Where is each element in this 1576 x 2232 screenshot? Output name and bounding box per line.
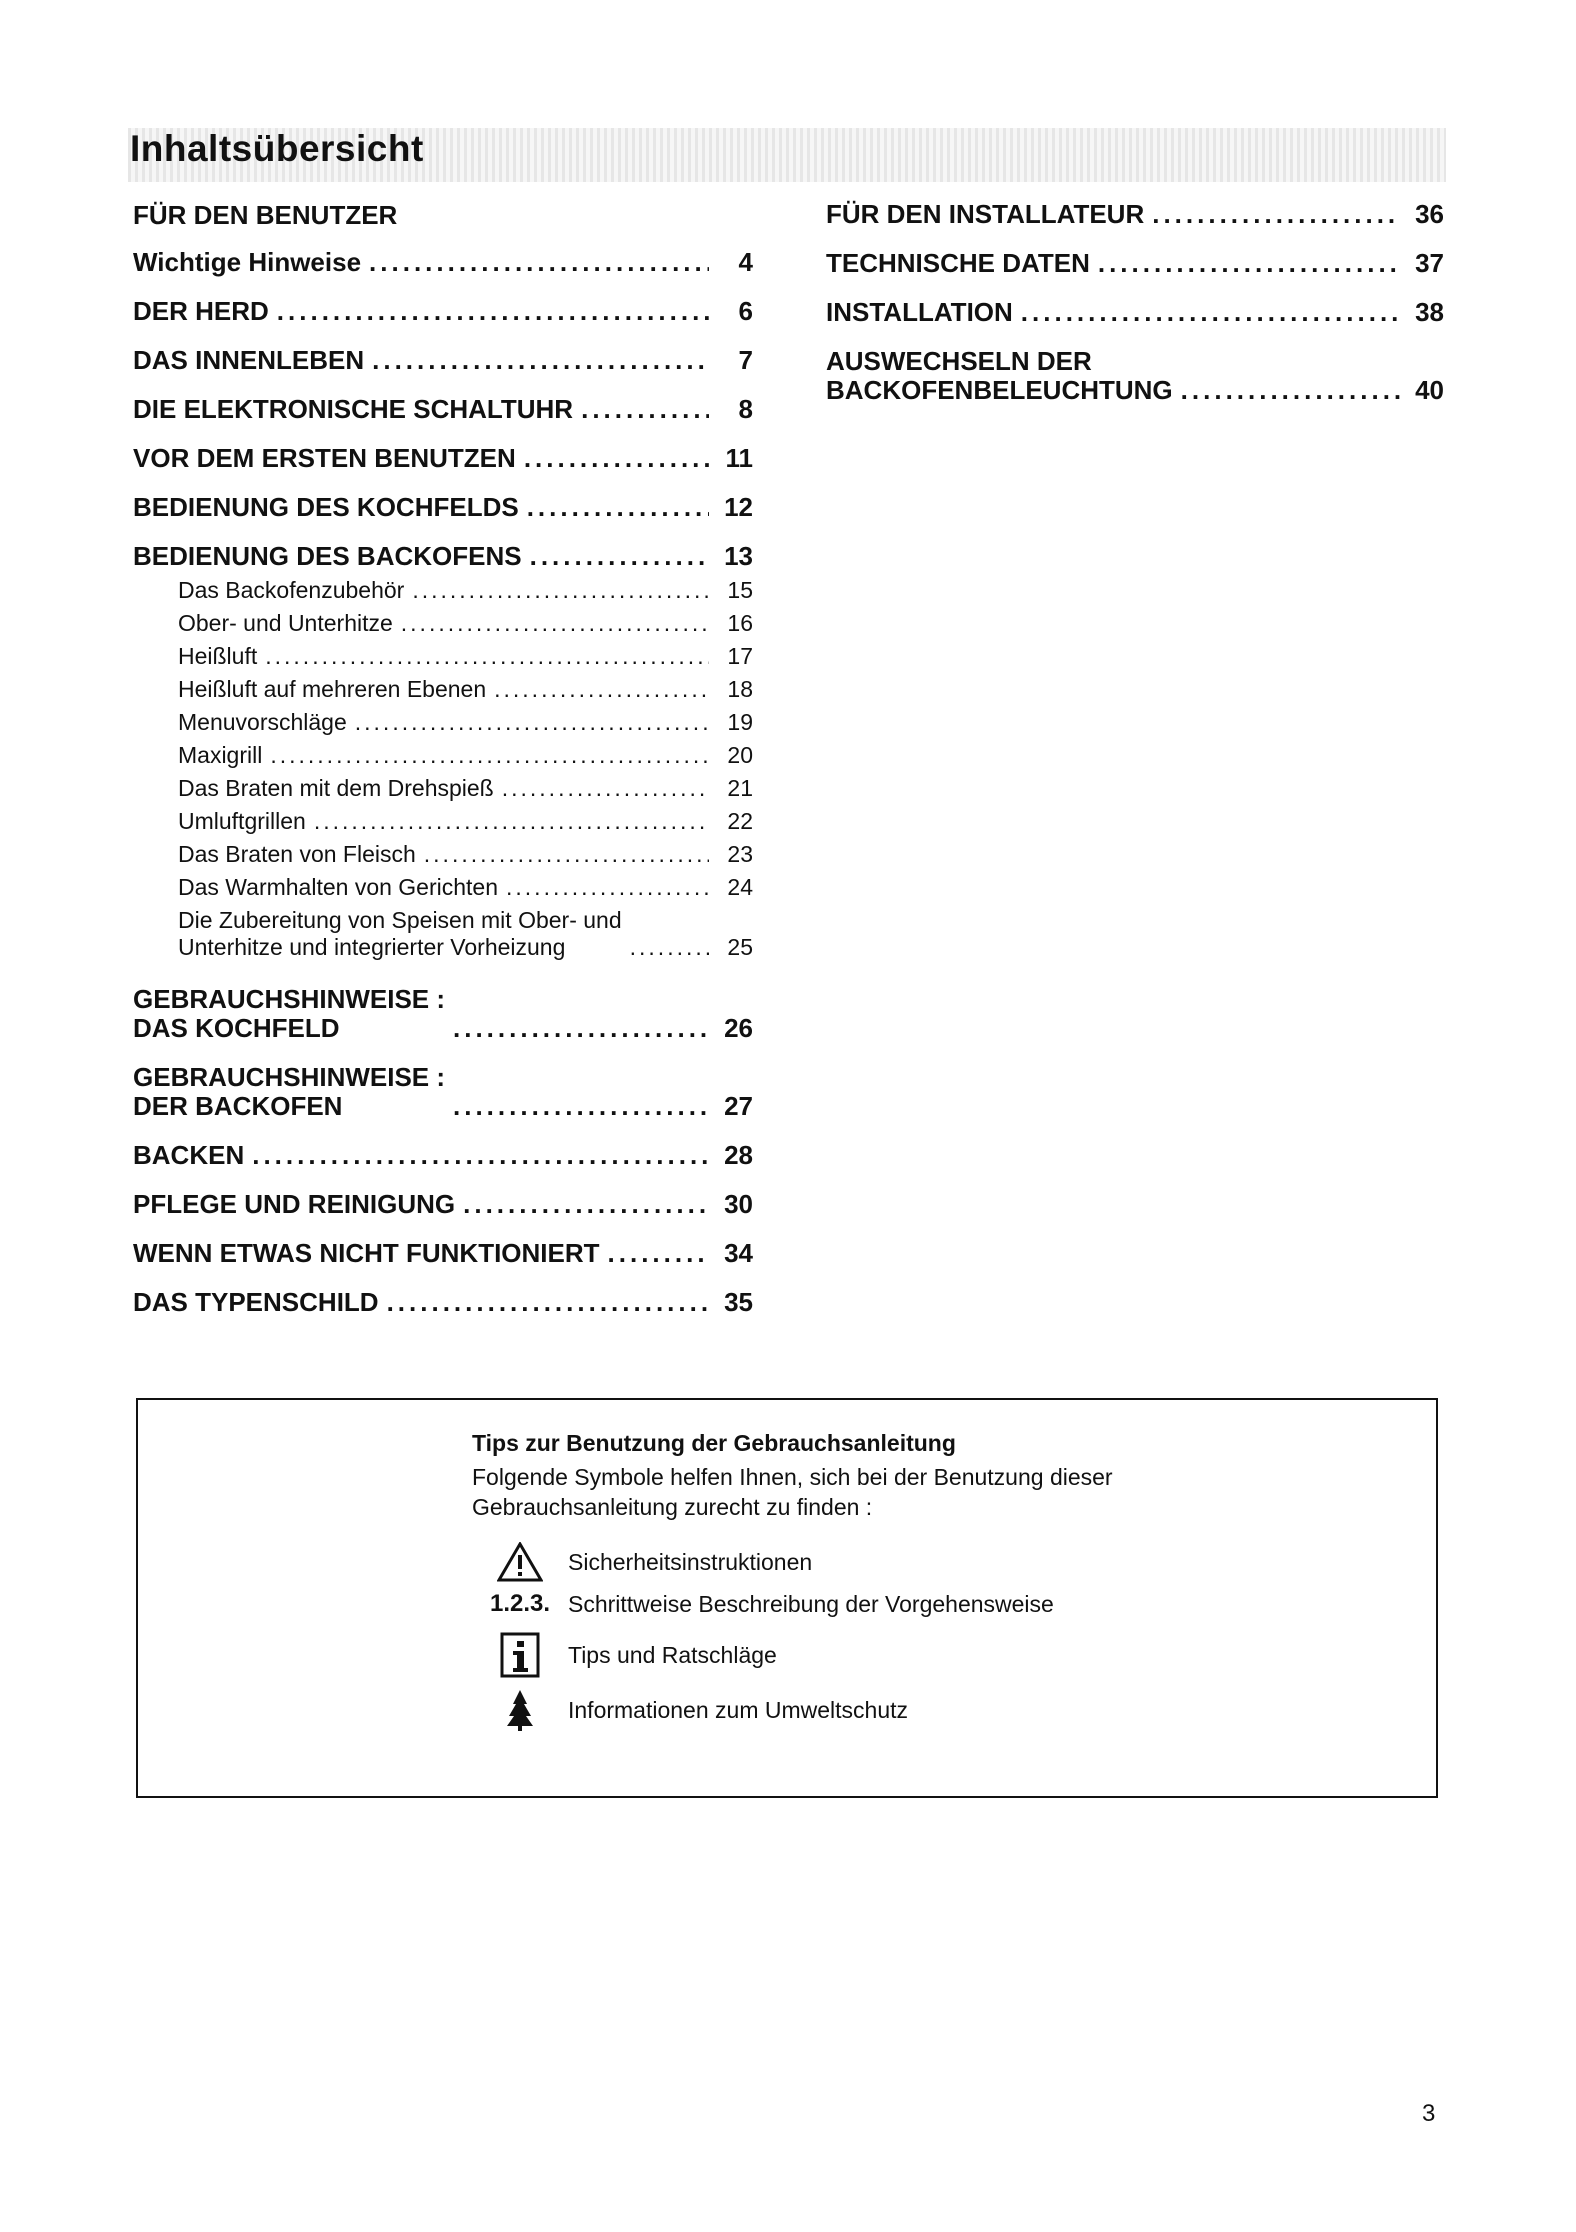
legend-row-safety bbox=[472, 1542, 812, 1582]
page-number: 3 bbox=[1422, 2100, 1436, 2127]
toc-entry[interactable] bbox=[826, 249, 1444, 278]
toc-subentry[interactable] bbox=[133, 610, 753, 637]
toc-entry[interactable] bbox=[133, 985, 753, 1043]
leader-dots bbox=[265, 643, 709, 670]
toc-subentry-label: Das Braten von Fleisch bbox=[178, 841, 416, 867]
toc-subentry[interactable] bbox=[133, 775, 753, 802]
legend-label: Sicherheitsinstruktionen bbox=[568, 1548, 813, 1575]
leader-dots bbox=[1152, 200, 1400, 229]
toc-entry-label: DAS INNENLEBEN bbox=[133, 345, 365, 375]
toc-subentry[interactable] bbox=[133, 709, 753, 736]
toc-entry-page: 7 bbox=[738, 345, 753, 375]
toc-entry-label: DER HERD bbox=[133, 296, 269, 326]
toc-entry[interactable] bbox=[133, 1190, 753, 1219]
toc-entry-page: 4 bbox=[738, 247, 753, 277]
leader-dots bbox=[355, 709, 709, 736]
leader-dots bbox=[1021, 298, 1400, 327]
toc-subentry-label: Ober- und Unterhitze bbox=[178, 610, 393, 636]
leader-dots bbox=[524, 444, 709, 473]
leader-dots bbox=[314, 808, 709, 835]
toc-subentry-page: 19 bbox=[727, 709, 753, 735]
toc-subentry-page: 16 bbox=[727, 610, 753, 636]
toc-installer-column bbox=[826, 200, 1444, 425]
toc-subentry[interactable] bbox=[133, 907, 753, 961]
leader-dots bbox=[630, 934, 709, 961]
toc-subentry[interactable] bbox=[133, 676, 753, 703]
info-box-icon bbox=[472, 1632, 568, 1678]
leader-dots bbox=[502, 775, 709, 802]
leader-dots bbox=[506, 874, 709, 901]
toc-subentry[interactable] bbox=[133, 874, 753, 901]
toc-entry-page: 27 bbox=[724, 1091, 753, 1121]
toc-entry[interactable] bbox=[826, 200, 1444, 229]
legend-label: Tips und Ratschläge bbox=[568, 1641, 777, 1668]
toc-entry-label: VOR DEM ERSTEN BENUTZEN bbox=[133, 443, 516, 473]
toc-entry[interactable] bbox=[133, 1239, 753, 1268]
toc-entry-label: INSTALLATION bbox=[826, 297, 1013, 327]
leader-dots bbox=[453, 1092, 709, 1121]
toc-entry[interactable] bbox=[133, 542, 753, 571]
leader-dots bbox=[608, 1239, 709, 1268]
leader-dots bbox=[494, 676, 709, 703]
toc-subentry-page: 24 bbox=[727, 874, 753, 900]
toc-entry[interactable] bbox=[133, 297, 753, 326]
toc-entry[interactable] bbox=[826, 298, 1444, 327]
toc-subentry[interactable] bbox=[133, 742, 753, 769]
leader-dots bbox=[530, 542, 709, 571]
toc-entry-label: BACKEN bbox=[133, 1140, 245, 1170]
toc-subentry-page: 18 bbox=[727, 676, 753, 702]
toc-entry-label: BEDIENUNG DES KOCHFELDS bbox=[133, 492, 519, 522]
leader-dots bbox=[1181, 376, 1400, 405]
leader-dots bbox=[463, 1190, 709, 1219]
leader-dots bbox=[270, 742, 709, 769]
toc-entry[interactable] bbox=[133, 248, 753, 277]
toc-subentry-page: 20 bbox=[727, 742, 753, 768]
toc-subentry-page: 23 bbox=[727, 841, 753, 867]
toc-subentry-label: Menuvorschläge bbox=[178, 709, 347, 735]
toc-entry-page: 28 bbox=[724, 1140, 753, 1170]
toc-entry[interactable] bbox=[133, 1141, 753, 1170]
toc-subentry-label: Umluftgrillen bbox=[178, 808, 306, 834]
leader-dots bbox=[527, 493, 709, 522]
toc-entry-page: 12 bbox=[724, 492, 753, 522]
toc-entry-label: Wichtige Hinweise bbox=[133, 247, 362, 277]
toc-entry-label: GEBRAUCHSHINWEISE : DAS KOCHFELD bbox=[133, 984, 446, 1043]
toc-subentry-page: 22 bbox=[727, 808, 753, 834]
toc-entry[interactable] bbox=[133, 1063, 753, 1121]
leader-dots bbox=[453, 1014, 709, 1043]
toc-entry-label: PFLEGE UND REINIGUNG bbox=[133, 1189, 456, 1219]
toc-entry-label: DIE ELEKTRONISCHE SCHALTUHR bbox=[133, 394, 574, 424]
toc-entry[interactable] bbox=[133, 444, 753, 473]
leader-dots bbox=[581, 395, 709, 424]
toc-subentry-label: Die Zubereitung von Speisen mit Ober- und Unterhitze und integrierter Vorheizung bbox=[178, 907, 622, 960]
toc-entry-page: 40 bbox=[1415, 375, 1444, 405]
tips-text: Folgende Symbole helfen Ihnen, sich bei der Benutzung dieser Gebrauchsanleitung zurecht zu finden : bbox=[472, 1464, 1113, 1520]
toc-subentry-label: Maxigrill bbox=[178, 742, 263, 768]
page-title: Inhaltsübersicht bbox=[130, 128, 424, 169]
toc-entry-label: GEBRAUCHSHINWEISE : DER BACKOFEN bbox=[133, 1062, 446, 1121]
toc-entry-page: 11 bbox=[725, 443, 753, 473]
legend-row-steps bbox=[472, 1590, 1054, 1618]
toc-subentry-page: 17 bbox=[727, 643, 753, 669]
toc-entry[interactable] bbox=[826, 347, 1444, 405]
toc-subentry-label: Das Braten mit dem Drehspieß bbox=[178, 775, 494, 801]
toc-entry[interactable] bbox=[133, 395, 753, 424]
legend-row-tips bbox=[472, 1632, 777, 1678]
step-numbers-symbol: 1.2.3. bbox=[489, 1590, 551, 1617]
toc-entry[interactable] bbox=[133, 1288, 753, 1317]
leader-dots bbox=[252, 1141, 709, 1170]
toc-subentry-page: 21 bbox=[727, 775, 753, 801]
toc-entry[interactable] bbox=[133, 346, 753, 375]
legend-label: Informationen zum Umweltschutz bbox=[568, 1696, 909, 1723]
leader-dots bbox=[277, 297, 709, 326]
environment-tree-icon bbox=[472, 1688, 568, 1732]
toc-subentry-label: Das Backofenzubehör bbox=[178, 577, 405, 603]
toc-subentry-page: 15 bbox=[727, 577, 753, 603]
leader-dots bbox=[387, 1288, 709, 1317]
toc-entry-page: 34 bbox=[724, 1238, 753, 1268]
leader-dots bbox=[372, 346, 709, 375]
leader-dots bbox=[401, 610, 709, 637]
toc-subentry[interactable] bbox=[133, 577, 753, 604]
toc-entry-page: 35 bbox=[724, 1287, 753, 1317]
toc-user-column bbox=[133, 200, 753, 1337]
toc-entry-label: AUSWECHSELN DER BACKOFENBELEUCHTUNG bbox=[826, 346, 1173, 405]
toc-entry-label: BEDIENUNG DES BACKOFENS bbox=[133, 541, 522, 571]
legend-row-environment bbox=[472, 1688, 908, 1732]
toc-entry-page: 37 bbox=[1415, 248, 1444, 278]
legend-label: Schrittweise Beschreibung der Vorgehensweise bbox=[568, 1590, 1054, 1617]
leader-dots bbox=[412, 577, 709, 604]
tips-title: Tips zur Benutzung der Gebrauchsanleitung bbox=[472, 1430, 956, 1456]
toc-subentry-label: Heißluft bbox=[178, 643, 258, 669]
toc-subentry-page: 25 bbox=[727, 934, 753, 960]
toc-subentry[interactable] bbox=[133, 643, 753, 670]
toc-entry-label: TECHNISCHE DATEN bbox=[826, 248, 1090, 278]
toc-entry-page: 38 bbox=[1415, 297, 1444, 327]
toc-subentry[interactable] bbox=[133, 841, 753, 868]
leader-dots bbox=[424, 841, 709, 868]
toc-subentry-label: Heißluft auf mehreren Ebenen bbox=[178, 676, 487, 702]
toc-subentry-label: Das Warmhalten von Gerichten bbox=[178, 874, 499, 900]
toc-entry-page: 6 bbox=[738, 296, 753, 326]
toc-entry-page: 30 bbox=[724, 1189, 753, 1219]
toc-entry-page: 13 bbox=[724, 541, 753, 571]
toc-entry-page: 26 bbox=[724, 1013, 753, 1043]
leader-dots bbox=[369, 248, 709, 277]
toc-entry-label: DAS TYPENSCHILD bbox=[133, 1287, 379, 1317]
toc-entry-page: 36 bbox=[1415, 199, 1444, 229]
section-heading-user: FÜR DEN BENUTZER bbox=[133, 200, 398, 230]
toc-entry-label: WENN ETWAS NICHT FUNKTIONIERT bbox=[133, 1238, 600, 1268]
toc-entry-label: FÜR DEN INSTALLATEUR bbox=[826, 199, 1145, 229]
toc-subentry[interactable] bbox=[133, 808, 753, 835]
toc-entry-page: 8 bbox=[738, 394, 753, 424]
toc-entry[interactable] bbox=[133, 493, 753, 522]
warning-triangle-icon bbox=[472, 1542, 568, 1582]
leader-dots bbox=[1098, 249, 1400, 278]
